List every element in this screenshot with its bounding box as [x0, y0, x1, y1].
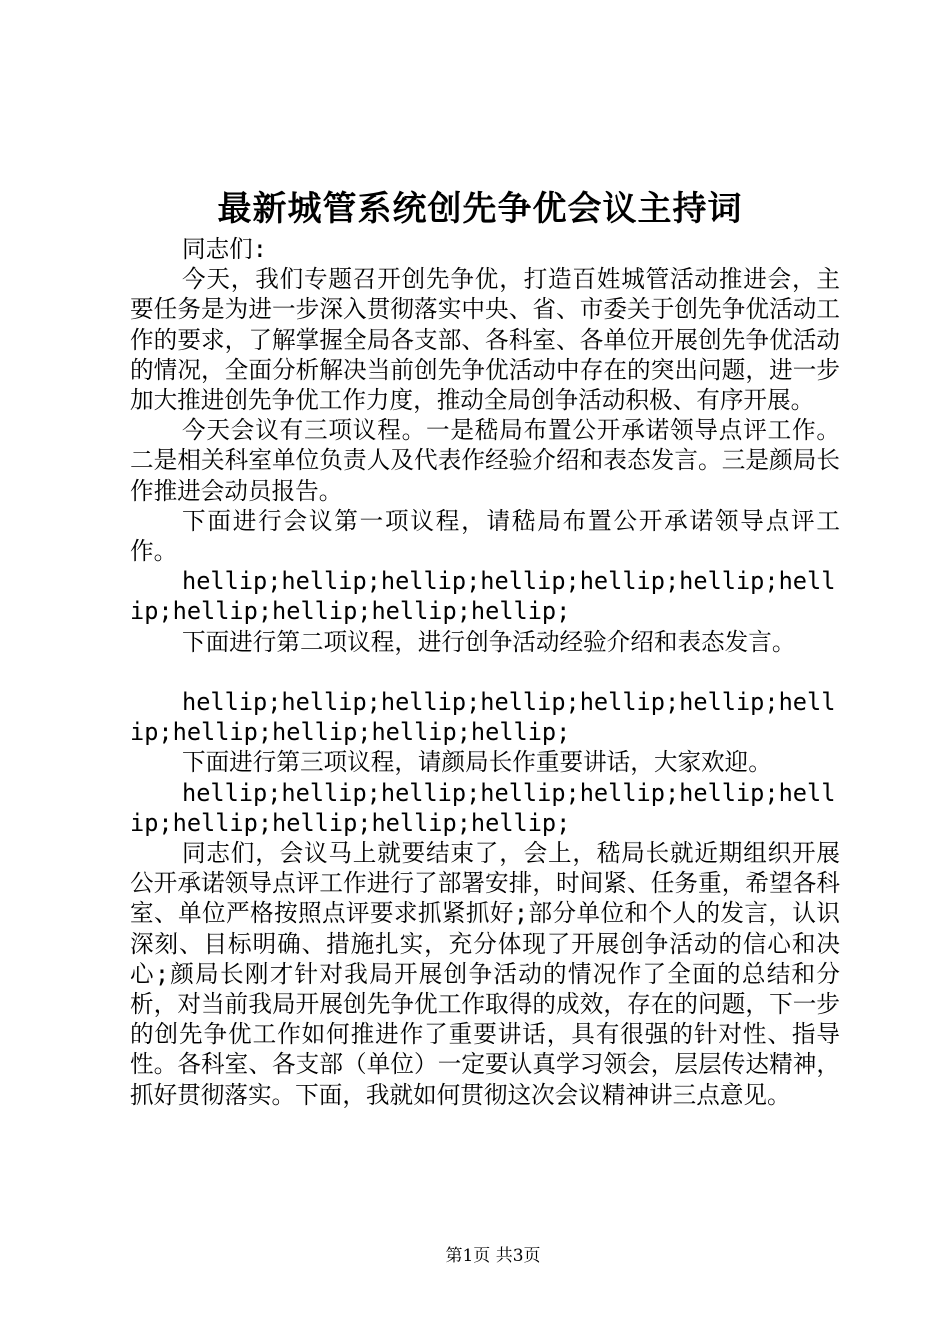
- salutation: 同志们:: [182, 235, 267, 263]
- ellipsis-line: hellip;hellip;hellip;hellip;hellip;hellip;hellip;hellip;hellip;hellip;hellip;: [130, 688, 836, 747]
- paragraph-agenda: 今天会议有三项议程。一是嵇局布置公开承诺领导点评工作。二是相关科室单位负责人及代表作经验介绍和表态发言。三是颜局长作推进会动员报告。: [130, 416, 840, 505]
- paragraph-closing: 同志们，会议马上就要结束了，会上，嵇局长就近期组织开展公开承诺领导点评工作进行了部署安排，时间紧、任务重，希望各科室、单位严格按照点评要求抓紧抓好;部分单位和个人的发言，认识深刻、目标明确、措施扎实，充分体现了开展创争活动的信心和决心;颜局长刚才针对我局开展创争活动的情况作了全面的总结和分析，对当前我局开展创先争优工作取得的成效，存在的问题，下一步的创先争优工作如何推进作了重要讲话，具有很强的针对性、指导性。各科室、各支部（单位）一定要认真学习领会，层层传达精神，抓好贯彻落实。下面，我就如何贯彻这次会议精神讲三点意见。: [130, 839, 840, 1109]
- document-body: [130, 234, 840, 1110]
- paragraph-intro: 今天，我们专题召开创先争优，打造百姓城管活动推进会，主要任务是为进一步深入贯彻落实中央、省、市委关于创先争优活动工作的要求，了解掌握全局各支部、各科室、各单位开展创先争优活动的情况，全面分析解决当前创先争优活动中存在的突出问题，进一步加大推进创先争优工作力度，推动全局创争活动积极、有序开展。: [130, 265, 840, 415]
- document-title: 最新城管系统创先争优会议主持词: [217, 189, 743, 229]
- paragraph-item-three: 下面进行第三项议程，请颜局长作重要讲话，大家欢迎。: [182, 748, 772, 777]
- ellipsis-line: hellip;hellip;hellip;hellip;hellip;hellip;hellip;hellip;hellip;hellip;hellip;: [130, 567, 836, 626]
- paragraph-item-two: 下面进行第二项议程，进行创争活动经验介绍和表态发言。: [182, 627, 796, 656]
- page-number-footer: 第1页 共3页: [445, 1246, 541, 1266]
- ellipsis-line: hellip;hellip;hellip;hellip;hellip;hellip;hellip;hellip;hellip;hellip;hellip;: [130, 778, 836, 837]
- paragraph-item-one: 下面进行会议第一项议程，请嵇局布置公开承诺领导点评工作。: [130, 506, 840, 566]
